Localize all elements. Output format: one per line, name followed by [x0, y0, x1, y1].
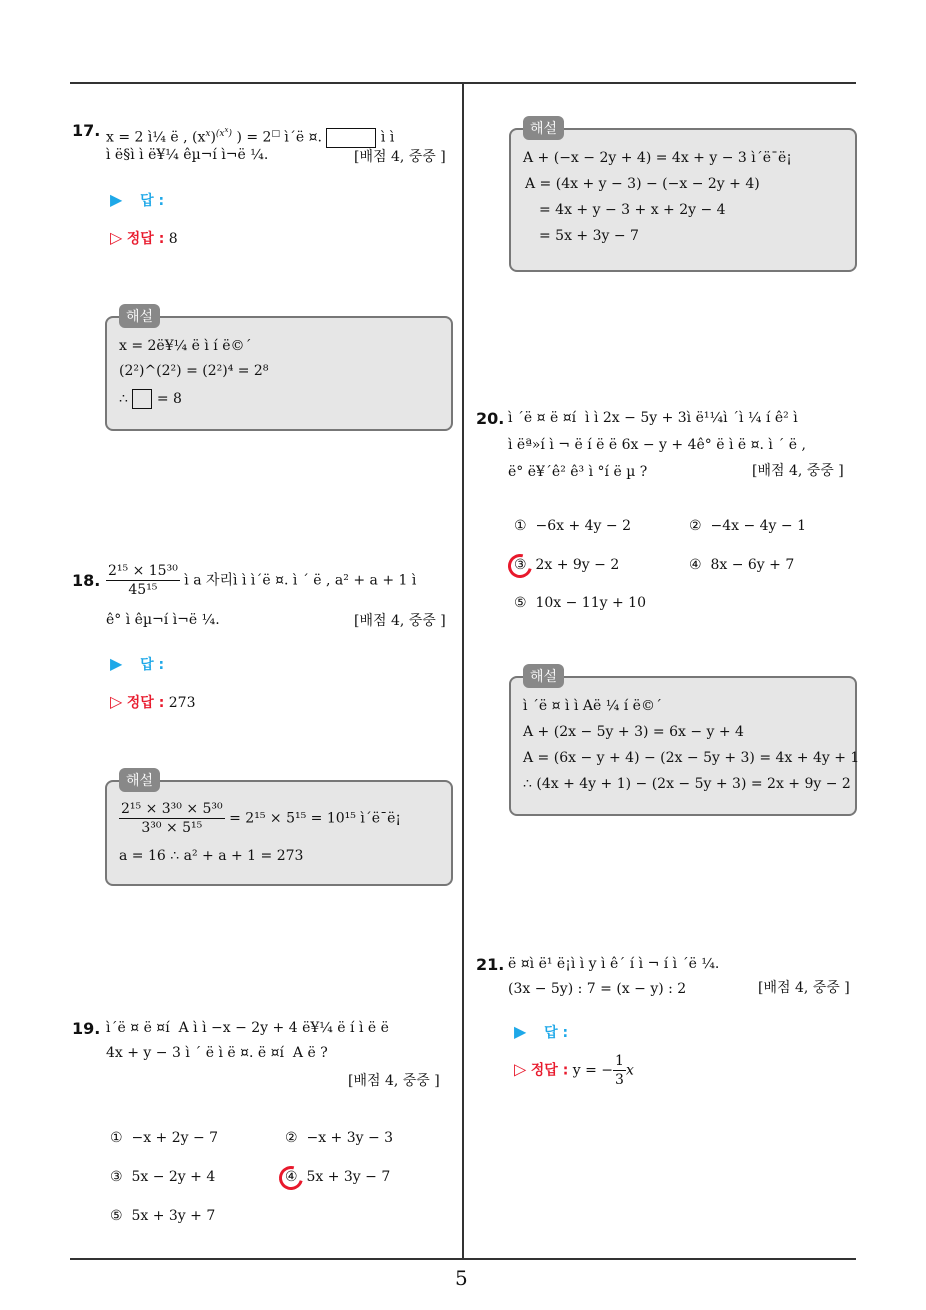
answer-blank-box [326, 128, 376, 148]
answer-label: 답 : [140, 657, 165, 673]
difficulty-meta: [배점 4, 중중 ] [752, 463, 844, 479]
choice-text: −6x + 4y − 2 [535, 518, 631, 534]
solution-tag: 해설 [119, 304, 160, 328]
solution-line: A + (2x − 5y + 3) = 6x − y + 4 [523, 724, 744, 740]
choice-text: 5x + 3y − 7 [306, 1169, 391, 1185]
choice-4[interactable] [689, 557, 794, 573]
answer-row [110, 190, 164, 210]
solution-box-17 [105, 309, 453, 431]
correct-answer-prefix: y = − [572, 1062, 614, 1079]
choice-text: −x + 3y − 3 [306, 1130, 394, 1146]
answer-blank-box [132, 389, 152, 409]
choice-2[interactable] [689, 518, 806, 534]
fraction-numerator: 1 [615, 1053, 624, 1069]
choice-2[interactable] [285, 1130, 393, 1146]
choice-text: 8x − 6y + 7 [710, 557, 795, 573]
choice-5[interactable] [110, 1208, 215, 1224]
correct-answer-row [514, 1052, 634, 1089]
page-number: 5 [455, 1266, 468, 1290]
answer-row [110, 654, 164, 674]
choice-1[interactable] [110, 1130, 218, 1146]
solution-line: A + (−x − 2y + 4) = 4x + y − 3 ì´ë¯ë¡ [523, 150, 792, 166]
choice-number: ③ [514, 557, 527, 573]
solution-line [119, 800, 401, 837]
question-number: 18. [72, 571, 101, 590]
solution-text: = 8 [156, 391, 182, 407]
correct-answer-row [110, 692, 195, 712]
solution-text: = 2¹⁵ × 5¹⁵ = 10¹⁵ ì´ë¯ë¡ [229, 810, 401, 827]
question-line: (3x − 5y) : 7 = (x − y) : 2 [508, 981, 687, 997]
answer-label: 답 : [140, 193, 165, 209]
question-line: ì ëª»í ì ¬ ë í ë ë 6x − y + 4ê° ë ì ë ¤. ì ´ ë , [508, 437, 806, 453]
question-text: x = 2 ì¼ ë , (x [106, 129, 206, 146]
difficulty-meta: [배점 4, 중중 ] [348, 1073, 440, 1089]
therefore-symbol: ∴ [119, 391, 128, 407]
outline-triangle-icon: ▷ [110, 228, 123, 247]
question-line: ë° ë¥´ê² ê³ ì °í ë µ ? [508, 464, 648, 480]
choice-number: ⑤ [110, 1208, 123, 1224]
correct-label: 정답 : [126, 231, 165, 247]
answer-label: 답 : [544, 1025, 569, 1041]
solution-box-20 [509, 669, 860, 816]
question-number: 19. [72, 1019, 101, 1038]
selected-answer-mark [275, 1162, 308, 1195]
answer-row [514, 1022, 568, 1042]
solution-line: = 5x + 3y − 7 [539, 228, 639, 244]
solution-line: = 4x + y − 3 + x + 2y − 4 [539, 202, 726, 218]
choice-text: 2x + 9y − 2 [535, 557, 620, 573]
question-19 [72, 1016, 457, 1076]
choice-number: ② [689, 518, 702, 534]
choice-text: 5x − 2y + 4 [131, 1169, 216, 1185]
fraction [613, 1052, 626, 1089]
difficulty-meta: [배점 4, 중중 ] [354, 613, 446, 629]
solution-line: a = 16 ∴ a² + a + 1 = 273 [119, 848, 304, 864]
choice-number: ④ [285, 1169, 298, 1185]
choice-text: 5x + 3y + 7 [131, 1208, 216, 1224]
solution-tag: 해설 [119, 768, 160, 792]
choice-3[interactable] [110, 1169, 215, 1185]
fraction-denominator: 45¹⁵ [128, 582, 158, 598]
question-line: x = 2 ì¼ ë , $(x^x)^{(x^x)}$ ) = 2□ ì´ë ¤. ì ì [106, 126, 395, 146]
question-line: ì´ë ¤ ë ¤í A ì ì −x − 2y + 4 ë¥¼ ë í ì ë ë [106, 1020, 389, 1036]
fraction-denominator: 3³⁰ × 5¹⁵ [141, 820, 203, 836]
correct-answer-value: 273 [168, 695, 196, 711]
choice-text: −4x − 4y − 1 [710, 518, 806, 534]
choice-1[interactable] [514, 518, 631, 534]
solution-tag: 해설 [523, 116, 564, 140]
correct-label: 정답 : [530, 1062, 569, 1079]
difficulty-meta: [배점 4, 중중 ] [354, 149, 446, 165]
solution-line [119, 389, 182, 409]
question-text: ì a 자리ì ì ì´ë ¤. ì ´ ë , a² + a + 1 ì [184, 572, 417, 589]
question-text: ) = 2 [236, 129, 272, 146]
question-line: ì ´ë ¤ ë ¤í ì ì 2x − 5y + 3ì ë¹¼ì ´ì ¼ í ê² ì [508, 410, 798, 426]
correct-answer-value: 8 [168, 231, 178, 247]
solution-line: ∴ (4x + 4y + 1) − (2x − 5y + 3) = 2x + 9y − 2 [523, 776, 851, 792]
outline-triangle-icon: ▷ [110, 692, 123, 711]
solution-box-18 [105, 773, 453, 886]
question-line: ê° ì êµ¬í ì¬ë ¼. [106, 612, 220, 628]
solution-line: x = 2ë¥¼ ë ì í ë©´ [119, 338, 252, 354]
play-icon: ▶ [110, 654, 123, 673]
choice-5[interactable] [514, 595, 646, 611]
solution-line: A = (4x + y − 3) − (−x − 2y + 4) [525, 176, 760, 192]
selected-answer-mark [504, 550, 537, 583]
solution-line: ì ´ë ¤ ì ì Aë ¼ í ë©´ [523, 698, 662, 714]
fraction-denominator: 3 [615, 1072, 624, 1088]
choice-number: ① [514, 518, 527, 534]
question-number: 17. [72, 121, 101, 140]
solution-line: (2²)^(2²) = (2²)⁴ = 2⁸ [119, 363, 269, 379]
fraction [106, 562, 180, 599]
choice-text: −x + 2y − 7 [131, 1130, 219, 1146]
play-icon: ▶ [110, 190, 123, 209]
choice-number: ① [110, 1130, 123, 1146]
correct-answer-variable: x [625, 1062, 634, 1079]
fraction-numerator: 2¹⁵ × 3³⁰ × 5³⁰ [121, 801, 223, 817]
fraction [119, 800, 225, 837]
question-number: 21. [476, 955, 505, 974]
question-line [106, 562, 416, 599]
fraction-numerator: 2¹⁵ × 15³⁰ [108, 563, 178, 579]
question-number: 20. [476, 409, 505, 428]
question-text: ì ì [380, 129, 395, 146]
play-icon: ▶ [514, 1022, 527, 1041]
column-divider [462, 83, 464, 1259]
choice-number: ⑤ [514, 595, 527, 611]
question-line: ì ë§ì ì ë¥¼ êµ¬í ì¬ë ¼. [106, 147, 269, 163]
difficulty-meta: [배점 4, 중중 ] [758, 980, 850, 996]
choice-number: ④ [689, 557, 702, 573]
correct-label: 정답 : [126, 695, 165, 711]
solution-line: A = (6x − y + 4) − (2x − 5y + 3) = 4x + 4y + 1 [523, 750, 860, 766]
bottom-rule [70, 1258, 856, 1260]
outline-triangle-icon: ▷ [514, 1059, 527, 1079]
solution-tag: 해설 [523, 664, 564, 688]
question-line: ë ¤ì ë¹ ë¡ì ì y ì ê´ í ì ¬ í ì ´ë ¼. [508, 956, 720, 972]
solution-box-19 [509, 121, 857, 272]
question-line: 4x + y − 3 ì ´ ë ì ë ¤. ë ¤í A ë ? [106, 1045, 328, 1061]
question-text: ì´ë ¤. [284, 129, 322, 146]
choice-text: 10x − 11y + 10 [535, 595, 646, 611]
correct-answer-row [110, 228, 178, 248]
choice-number: ② [285, 1130, 298, 1146]
choice-number: ③ [110, 1169, 123, 1185]
